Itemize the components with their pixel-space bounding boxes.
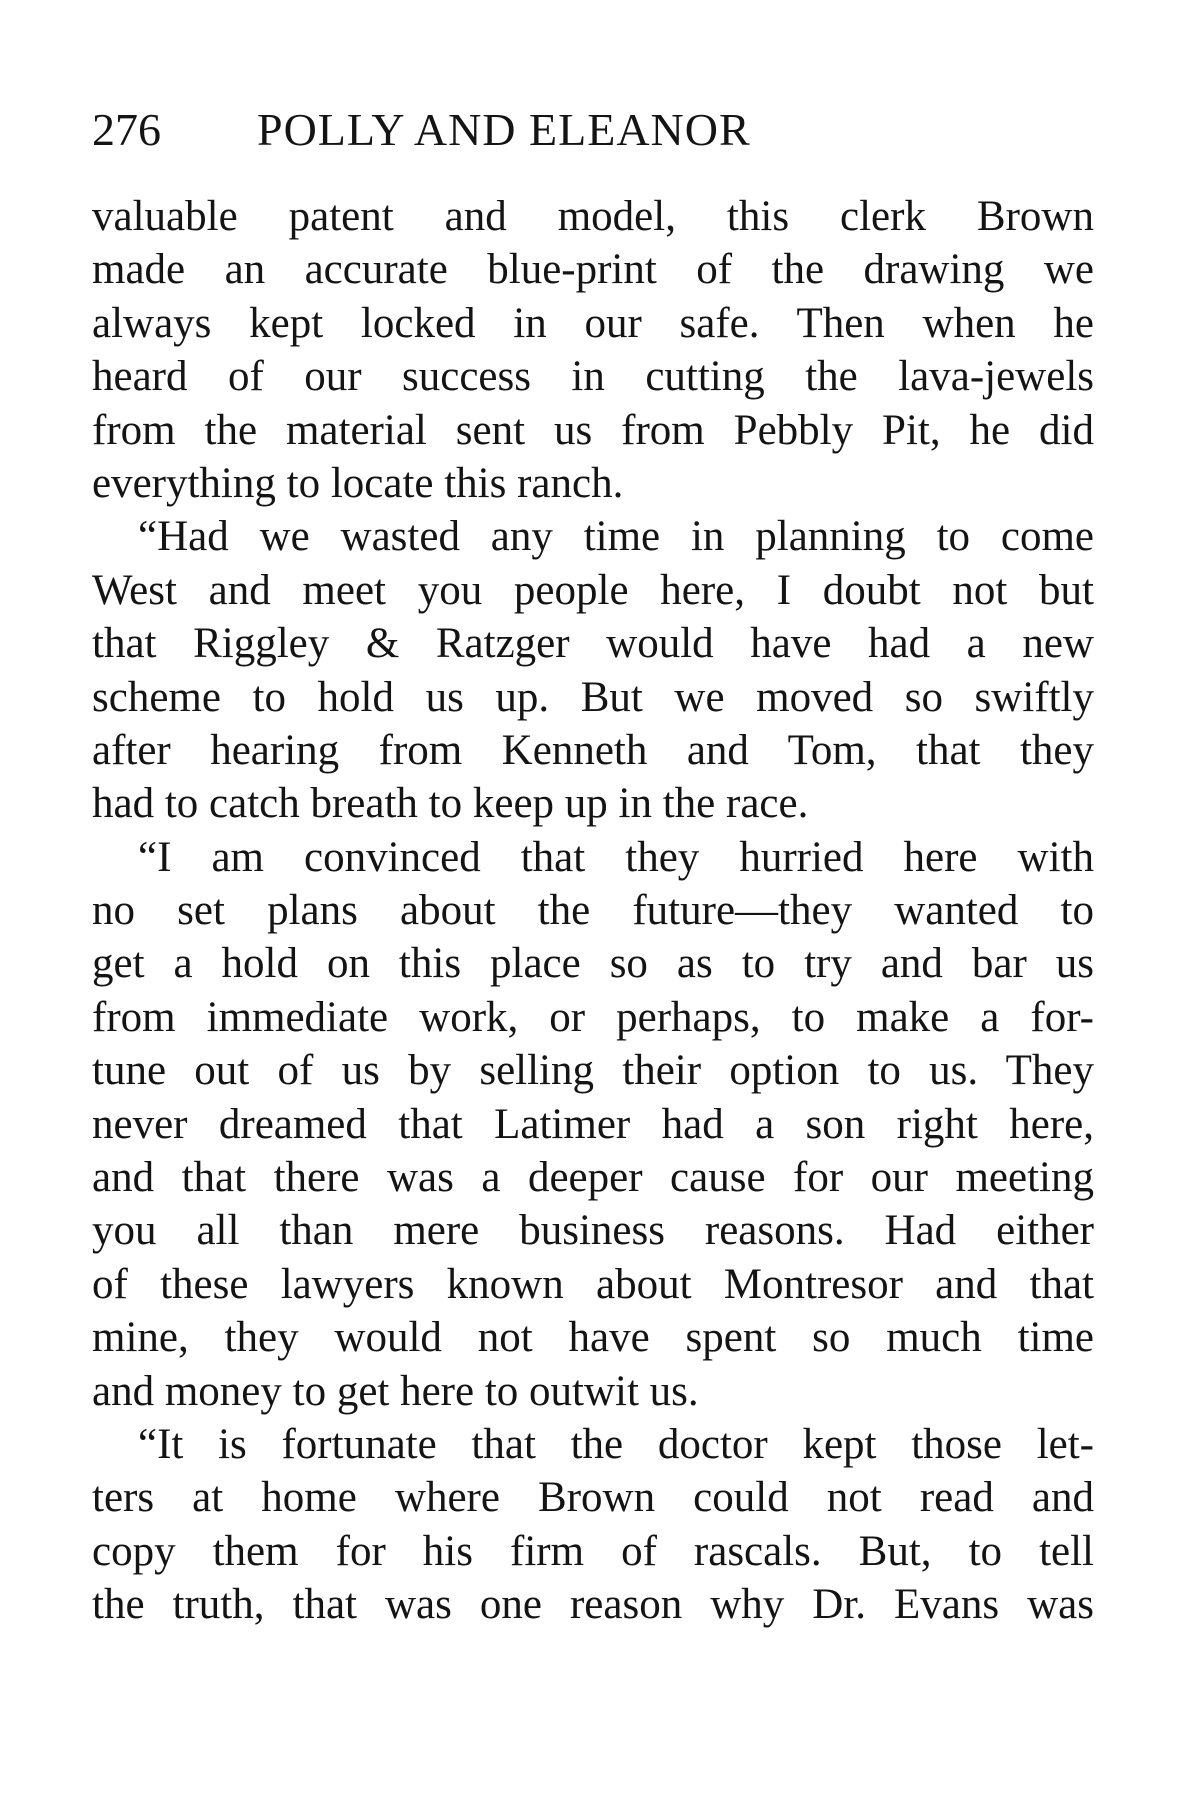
text-line: no set plans about the future—they wanted to — [92, 887, 1094, 935]
text-line: from immediate work, or perhaps, to make a for- — [92, 993, 1094, 1041]
paragraph — [92, 510, 1094, 830]
text-line: West and meet you people here, I doubt not but — [92, 566, 1094, 614]
text-line: that Riggley & Ratzger would have had a new — [92, 620, 1094, 668]
text-line: scheme to hold us up. But we moved so swiftly — [92, 673, 1094, 721]
text-line: “I am convinced that they hurried here with — [138, 833, 1094, 881]
page-number: 276 — [92, 104, 161, 155]
text-line: mine, they would not have spent so much time — [92, 1314, 1094, 1362]
text-line: had to catch breath to keep up in the race. — [92, 780, 809, 828]
text-line: the truth, that was one reason why Dr. Evans was — [92, 1581, 1094, 1629]
book-title: POLLY AND ELEANOR — [257, 104, 751, 155]
text-line: and money to get here to outwit us. — [92, 1367, 699, 1415]
text-line: of these lawyers known about Montresor and that — [92, 1260, 1094, 1308]
text-line: “It is fortunate that the doctor kept those let- — [138, 1420, 1094, 1468]
text-line: tune out of us by selling their option to us. They — [92, 1047, 1094, 1095]
text-line: from the material sent us from Pebbly Pit, he did — [92, 406, 1094, 454]
text-line: always kept locked in our safe. Then when he — [92, 299, 1094, 347]
text-line: and that there was a deeper cause for our meeting — [92, 1154, 1094, 1202]
paragraph — [92, 1418, 1094, 1632]
text-line: you all than mere business reasons. Had either — [92, 1207, 1094, 1255]
paragraph — [92, 831, 1094, 1418]
text-line: after hearing from Kenneth and Tom, that they — [92, 726, 1094, 774]
text-line: heard of our success in cutting the lava-jewels — [92, 353, 1094, 401]
text-line: everything to locate this ranch. — [92, 459, 624, 507]
paragraph — [92, 190, 1094, 510]
text-line: never dreamed that Latimer had a son right here, — [92, 1100, 1094, 1148]
text-line: made an accurate blue-print of the drawing we — [92, 246, 1094, 294]
text-line: get a hold on this place so as to try and bar us — [92, 940, 1094, 988]
text-line: valuable patent and model, this clerk Brown — [92, 193, 1094, 240]
body-text — [92, 190, 1094, 1632]
text-line: copy them for his firm of rascals. But, to tell — [92, 1527, 1094, 1575]
text-line: ters at home where Brown could not read and — [92, 1474, 1094, 1522]
running-head — [92, 100, 1092, 160]
text-line: “Had we wasted any time in planning to come — [138, 513, 1094, 561]
